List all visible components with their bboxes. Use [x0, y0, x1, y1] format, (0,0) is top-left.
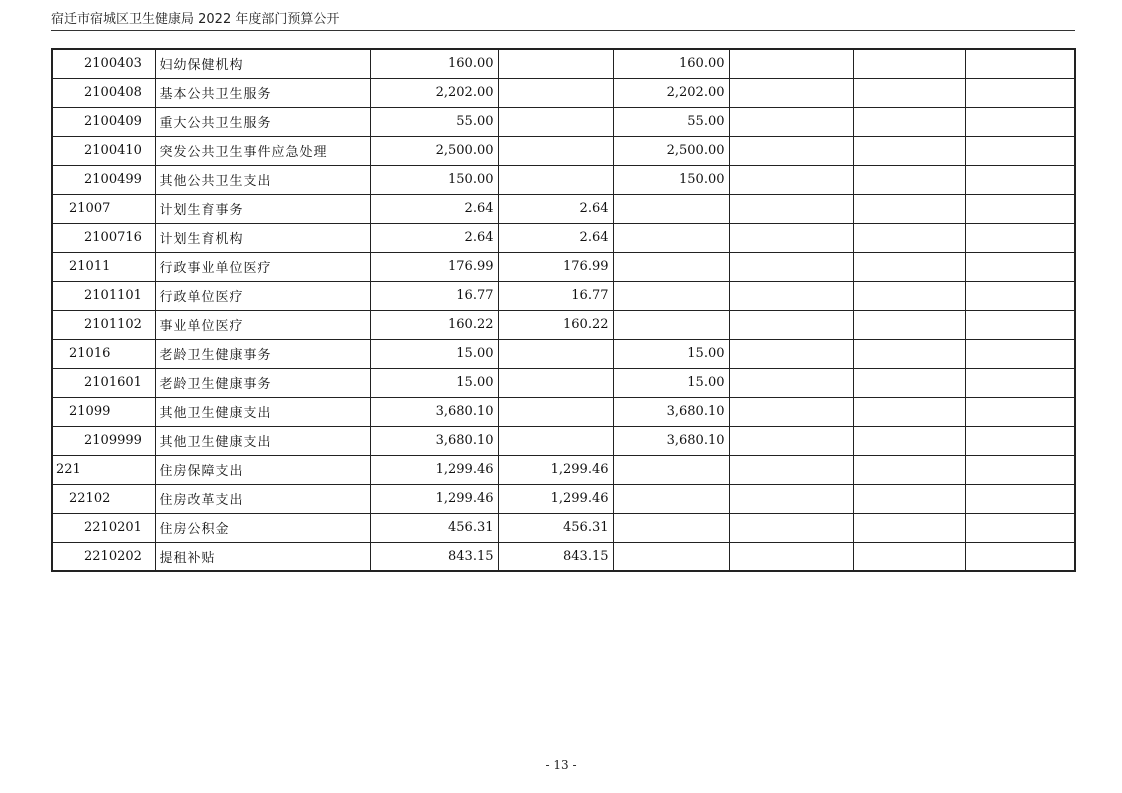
row-basic-cell: 16.77	[498, 281, 613, 310]
table-row	[52, 542, 1075, 571]
row-col4-cell	[729, 455, 853, 484]
budget-table	[51, 48, 1076, 572]
row-name-cell: 住房改革支出	[155, 484, 370, 513]
row-col5-cell	[853, 136, 965, 165]
row-col6-cell	[965, 484, 1075, 513]
table-row	[52, 310, 1075, 339]
row-code-cell: 2100499	[52, 165, 155, 194]
row-basic-cell: 2.64	[498, 223, 613, 252]
row-col5-cell	[853, 397, 965, 426]
row-total-cell: 456.31	[370, 513, 498, 542]
row-basic-cell	[498, 165, 613, 194]
row-code-cell: 2210201	[52, 513, 155, 542]
row-col6-cell	[965, 194, 1075, 223]
row-project-cell	[613, 455, 729, 484]
row-basic-cell: 1,299.46	[498, 455, 613, 484]
row-total-cell: 1,299.46	[370, 455, 498, 484]
row-project-cell: 2,202.00	[613, 78, 729, 107]
row-name-cell: 住房公积金	[155, 513, 370, 542]
row-col6-cell	[965, 165, 1075, 194]
row-project-cell: 15.00	[613, 339, 729, 368]
row-col5-cell	[853, 513, 965, 542]
row-project-cell	[613, 513, 729, 542]
row-col6-cell	[965, 368, 1075, 397]
row-code-cell: 2100716	[52, 223, 155, 252]
row-code-cell: 2100409	[52, 107, 155, 136]
row-code-cell: 21016	[52, 339, 155, 368]
row-basic-cell: 2.64	[498, 194, 613, 223]
row-basic-cell: 843.15	[498, 542, 613, 571]
row-col4-cell	[729, 542, 853, 571]
table-row	[52, 78, 1075, 107]
row-col5-cell	[853, 455, 965, 484]
table-row	[52, 223, 1075, 252]
row-total-cell: 3,680.10	[370, 426, 498, 455]
row-name-cell: 妇幼保健机构	[155, 49, 370, 78]
row-name-cell: 事业单位医疗	[155, 310, 370, 339]
table-row	[52, 136, 1075, 165]
row-project-cell: 2,500.00	[613, 136, 729, 165]
row-code-cell: 221	[52, 455, 155, 484]
row-name-cell: 提租补贴	[155, 542, 370, 571]
table-row	[52, 484, 1075, 513]
row-col4-cell	[729, 78, 853, 107]
table-row	[52, 368, 1075, 397]
row-col6-cell	[965, 107, 1075, 136]
row-col5-cell	[853, 107, 965, 136]
row-name-cell: 老龄卫生健康事务	[155, 368, 370, 397]
row-code-cell: 2101101	[52, 281, 155, 310]
row-code-cell: 21099	[52, 397, 155, 426]
row-col6-cell	[965, 252, 1075, 281]
row-project-cell	[613, 281, 729, 310]
row-total-cell: 843.15	[370, 542, 498, 571]
row-name-cell: 住房保障支出	[155, 455, 370, 484]
row-project-cell: 3,680.10	[613, 426, 729, 455]
row-col6-cell	[965, 513, 1075, 542]
row-total-cell: 176.99	[370, 252, 498, 281]
row-project-cell	[613, 310, 729, 339]
row-name-cell: 行政单位医疗	[155, 281, 370, 310]
row-col6-cell	[965, 281, 1075, 310]
table-row	[52, 426, 1075, 455]
row-col5-cell	[853, 368, 965, 397]
row-col6-cell	[965, 49, 1075, 78]
row-col6-cell	[965, 223, 1075, 252]
table-row	[52, 281, 1075, 310]
row-name-cell: 老龄卫生健康事务	[155, 339, 370, 368]
row-code-cell: 2101102	[52, 310, 155, 339]
row-col6-cell	[965, 426, 1075, 455]
page-header-title: 宿迁市宿城区卫生健康局 2022 年度部门预算公开	[51, 12, 340, 27]
row-code-cell: 22102	[52, 484, 155, 513]
row-col4-cell	[729, 194, 853, 223]
row-name-cell: 其他卫生健康支出	[155, 397, 370, 426]
row-col6-cell	[965, 78, 1075, 107]
row-basic-cell	[498, 397, 613, 426]
row-project-cell	[613, 223, 729, 252]
row-total-cell: 2,202.00	[370, 78, 498, 107]
row-name-cell: 突发公共卫生事件应急处理	[155, 136, 370, 165]
row-col4-cell	[729, 107, 853, 136]
row-col6-cell	[965, 397, 1075, 426]
row-col4-cell	[729, 252, 853, 281]
row-basic-cell: 160.22	[498, 310, 613, 339]
row-col5-cell	[853, 484, 965, 513]
row-col6-cell	[965, 542, 1075, 571]
row-project-cell: 160.00	[613, 49, 729, 78]
row-col5-cell	[853, 252, 965, 281]
row-code-cell: 2100403	[52, 49, 155, 78]
table-row	[52, 252, 1075, 281]
row-project-cell	[613, 252, 729, 281]
row-basic-cell	[498, 136, 613, 165]
row-col5-cell	[853, 542, 965, 571]
row-total-cell: 150.00	[370, 165, 498, 194]
row-col6-cell	[965, 136, 1075, 165]
header-rule	[51, 30, 1075, 31]
row-total-cell: 3,680.10	[370, 397, 498, 426]
row-project-cell: 55.00	[613, 107, 729, 136]
row-col4-cell	[729, 426, 853, 455]
row-col5-cell	[853, 281, 965, 310]
row-col4-cell	[729, 165, 853, 194]
row-name-cell: 行政事业单位医疗	[155, 252, 370, 281]
row-col4-cell	[729, 339, 853, 368]
row-total-cell: 2,500.00	[370, 136, 498, 165]
row-col5-cell	[853, 49, 965, 78]
table-row	[52, 513, 1075, 542]
row-name-cell: 其他公共卫生支出	[155, 165, 370, 194]
row-total-cell: 15.00	[370, 339, 498, 368]
row-col4-cell	[729, 397, 853, 426]
row-col4-cell	[729, 513, 853, 542]
row-col4-cell	[729, 49, 853, 78]
row-col5-cell	[853, 426, 965, 455]
row-project-cell: 150.00	[613, 165, 729, 194]
row-name-cell: 计划生育事务	[155, 194, 370, 223]
row-col6-cell	[965, 455, 1075, 484]
row-col4-cell	[729, 484, 853, 513]
row-col4-cell	[729, 136, 853, 165]
row-code-cell: 21007	[52, 194, 155, 223]
row-basic-cell	[498, 78, 613, 107]
row-basic-cell: 1,299.46	[498, 484, 613, 513]
row-basic-cell	[498, 339, 613, 368]
row-total-cell: 16.77	[370, 281, 498, 310]
row-col5-cell	[853, 310, 965, 339]
row-total-cell: 1,299.46	[370, 484, 498, 513]
row-col6-cell	[965, 310, 1075, 339]
table-row	[52, 397, 1075, 426]
table-row	[52, 49, 1075, 78]
row-code-cell: 2101601	[52, 368, 155, 397]
row-total-cell: 2.64	[370, 194, 498, 223]
row-col5-cell	[853, 223, 965, 252]
row-total-cell: 160.22	[370, 310, 498, 339]
table-row	[52, 194, 1075, 223]
row-total-cell: 15.00	[370, 368, 498, 397]
row-col5-cell	[853, 165, 965, 194]
row-total-cell: 2.64	[370, 223, 498, 252]
row-project-cell	[613, 194, 729, 223]
row-col4-cell	[729, 310, 853, 339]
row-col4-cell	[729, 368, 853, 397]
row-project-cell: 3,680.10	[613, 397, 729, 426]
row-code-cell: 2100410	[52, 136, 155, 165]
row-basic-cell	[498, 426, 613, 455]
row-project-cell	[613, 542, 729, 571]
page-number: - 13 -	[545, 758, 577, 772]
row-total-cell: 160.00	[370, 49, 498, 78]
row-col4-cell	[729, 281, 853, 310]
row-col6-cell	[965, 339, 1075, 368]
row-basic-cell	[498, 107, 613, 136]
row-name-cell: 基本公共卫生服务	[155, 78, 370, 107]
table-row	[52, 339, 1075, 368]
row-basic-cell	[498, 368, 613, 397]
row-total-cell: 55.00	[370, 107, 498, 136]
row-basic-cell	[498, 49, 613, 78]
row-name-cell: 重大公共卫生服务	[155, 107, 370, 136]
row-col5-cell	[853, 78, 965, 107]
row-col5-cell	[853, 194, 965, 223]
row-name-cell: 计划生育机构	[155, 223, 370, 252]
table-row	[52, 455, 1075, 484]
row-col4-cell	[729, 223, 853, 252]
row-code-cell: 21011	[52, 252, 155, 281]
row-basic-cell: 456.31	[498, 513, 613, 542]
row-project-cell: 15.00	[613, 368, 729, 397]
row-project-cell	[613, 484, 729, 513]
row-code-cell: 2109999	[52, 426, 155, 455]
row-code-cell: 2100408	[52, 78, 155, 107]
row-basic-cell: 176.99	[498, 252, 613, 281]
row-col5-cell	[853, 339, 965, 368]
table-row	[52, 107, 1075, 136]
row-code-cell: 2210202	[52, 542, 155, 571]
row-name-cell: 其他卫生健康支出	[155, 426, 370, 455]
table-row	[52, 165, 1075, 194]
